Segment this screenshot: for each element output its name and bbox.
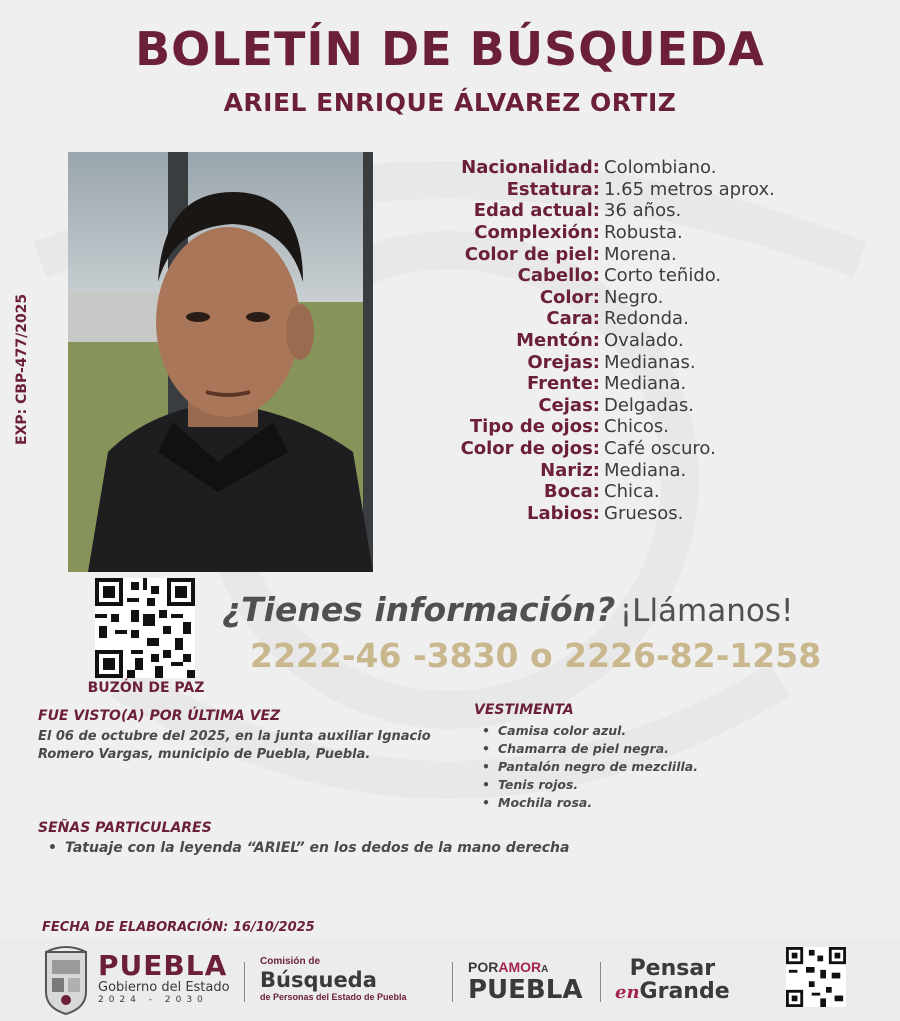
- puebla-text: PUEBLA: [468, 975, 583, 1005]
- puebla-logo-years: 2024 - 2030: [98, 995, 208, 1005]
- attr-value: Corto teñido.: [604, 265, 722, 287]
- por-amor-a-puebla-logo: [468, 960, 582, 1004]
- attr-value: Negro.: [604, 286, 664, 308]
- attr-row: [420, 200, 890, 222]
- amor-text: AMOR: [498, 959, 542, 975]
- attr-key: Color de ojos:: [460, 438, 600, 460]
- attr-key: Mentón:: [516, 330, 600, 352]
- attr-value: Café oscuro.: [604, 438, 716, 460]
- footer-divider: [600, 962, 601, 1002]
- attr-value: Delgadas.: [604, 394, 694, 416]
- clothing-title: VESTIMENTA: [474, 702, 574, 718]
- footer-qr-code-icon[interactable]: [786, 947, 846, 1007]
- attr-row: [420, 243, 890, 265]
- marks-title: SEÑAS PARTICULARES: [38, 820, 212, 836]
- buzon-label: BUZÓN DE PAZ: [87, 680, 205, 696]
- attr-key: Boca:: [543, 481, 600, 503]
- attr-value: Gruesos.: [604, 502, 684, 524]
- por-text: POR: [468, 959, 499, 975]
- state-crest-icon: [40, 942, 92, 1016]
- attr-value: Medianas.: [604, 351, 696, 373]
- attr-row: [420, 373, 890, 395]
- attr-value: Robusta.: [604, 222, 683, 244]
- attr-row: [420, 351, 890, 373]
- puebla-government-logo: [98, 949, 230, 1005]
- list-item: • Mochila rosa.: [482, 794, 698, 812]
- clothing-list: [482, 722, 698, 812]
- en-grande-line: [615, 980, 730, 1005]
- attr-row: [420, 330, 890, 352]
- attr-key: Edad actual:: [473, 200, 600, 222]
- attr-row: [420, 503, 890, 525]
- call-label: ¡Llámanos!: [619, 593, 794, 629]
- attr-value: 1.65 metros aprox.: [604, 178, 775, 200]
- attr-value: Mediana.: [604, 459, 687, 481]
- attr-row: [420, 179, 890, 201]
- attr-row: [420, 459, 890, 481]
- info-question: ¿Tienes información?: [222, 590, 616, 629]
- attr-value: Chicos.: [604, 416, 669, 438]
- expediente-label: EXP: CBP-477/2025: [14, 293, 30, 445]
- phone-numbers[interactable]: 2222-46 -3830 o 2226-82-1258: [250, 636, 822, 675]
- attr-key: Estatura:: [506, 178, 600, 200]
- person-photo: [68, 152, 373, 572]
- attr-value: Redonda.: [604, 308, 689, 330]
- attr-key: Orejas:: [527, 351, 600, 373]
- attr-key: Nacionalidad:: [461, 157, 600, 179]
- attr-value: Mediana.: [604, 373, 687, 395]
- comision-logo: [260, 956, 407, 1003]
- puebla-logo-title: PUEBLA: [98, 949, 228, 982]
- attr-row: [420, 287, 890, 309]
- a-text: A: [541, 964, 549, 975]
- comision-line-2: Búsqueda: [260, 968, 377, 992]
- footer-divider: [452, 962, 453, 1002]
- comision-line-1: Comisión de: [260, 956, 321, 967]
- pensar-en-grande-logo: [615, 958, 730, 1005]
- attr-key: Frente:: [526, 373, 600, 395]
- en-text: en: [615, 982, 640, 1003]
- attr-value: Chica.: [604, 481, 660, 503]
- puebla-logo-subtitle: Gobierno del Estado: [98, 980, 230, 995]
- comision-line-3: de Personas del Estado de Puebla: [260, 992, 407, 1002]
- attr-key: Nariz:: [540, 459, 600, 481]
- attr-key: Complexión:: [474, 222, 600, 244]
- list-item: • Camisa color azul.: [482, 722, 698, 740]
- attr-key: Cara:: [546, 308, 600, 330]
- grande-text: Grande: [639, 979, 730, 1004]
- list-item: • Tatuaje con la leyenda “ARIEL” en los dedos de la mano derecha: [48, 839, 569, 857]
- attr-key: Tipo de ojos:: [469, 416, 600, 438]
- marks-list: [48, 839, 569, 857]
- attr-row: [420, 265, 890, 287]
- attr-key: Labios:: [527, 502, 600, 524]
- attr-row: [420, 157, 890, 179]
- last-seen-title: FUE VISTO(A) POR ÚLTIMA VEZ: [38, 708, 281, 724]
- attr-row: [420, 416, 890, 438]
- creation-date: FECHA DE ELABORACIÓN: 16/10/2025: [42, 920, 315, 935]
- footer-divider: [244, 962, 245, 1002]
- attr-row: [420, 308, 890, 330]
- info-prompt: [222, 590, 892, 629]
- attr-value: Ovalado.: [604, 330, 684, 352]
- attr-key: Cejas:: [538, 394, 600, 416]
- attr-key: Color:: [539, 286, 600, 308]
- person-name: ARIEL ENRIQUE ÁLVAREZ ORTIZ: [223, 88, 677, 117]
- qr-code-icon[interactable]: [95, 578, 195, 678]
- description-list: [420, 157, 890, 524]
- attr-value: Colombiano.: [604, 157, 717, 179]
- attr-key: Cabello:: [517, 265, 600, 287]
- attr-row: [420, 222, 890, 244]
- attr-value: 36 años.: [604, 200, 682, 222]
- attr-row: [420, 481, 890, 503]
- attr-value: Morena.: [604, 243, 677, 265]
- attr-key: Color de piel:: [464, 243, 600, 265]
- page-title: BOLETÍN DE BÚSQUEDA: [135, 22, 765, 76]
- attr-row: [420, 438, 890, 460]
- last-seen-text: El 06 de octubre del 2025, en la junta auxiliar Ignacio Romero Vargas, municipio de Puebla, Puebla.: [38, 729, 431, 762]
- pensar-text: Pensar: [629, 956, 716, 981]
- list-item: • Pantalón negro de mezclilla.: [482, 758, 698, 776]
- list-item: • Tenis rojos.: [482, 776, 698, 794]
- list-item: • Chamarra de piel negra.: [482, 740, 698, 758]
- attr-row: [420, 395, 890, 417]
